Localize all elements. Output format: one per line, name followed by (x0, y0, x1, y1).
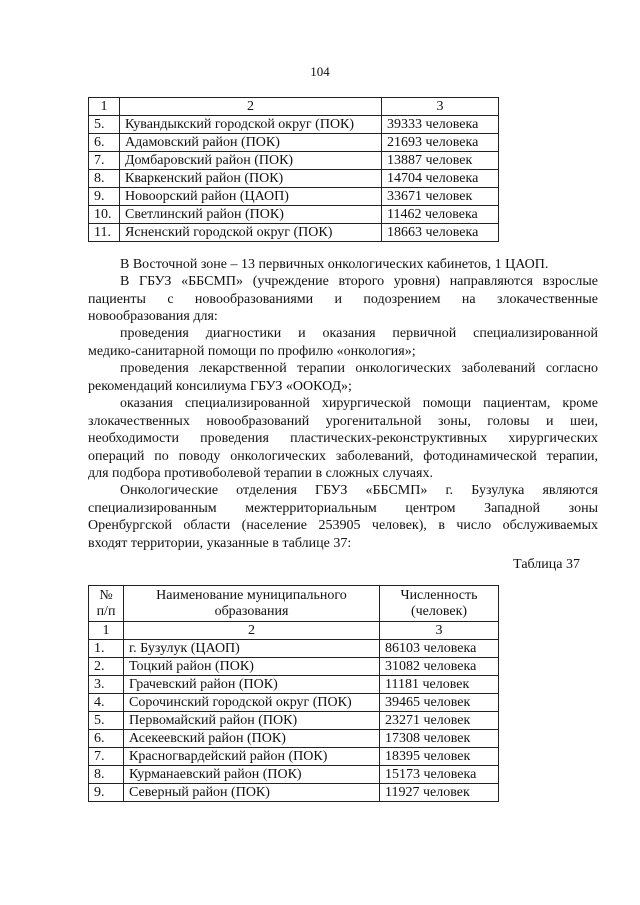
text-line: специализированным межтерриториальным центром Западной зоны (88, 500, 598, 516)
population: 23271 человек (380, 712, 499, 730)
paragraph-eastern-zone: В Восточной зоне – 13 первичных онкологических кабинетов, 1 ЦАОП. (120, 257, 549, 272)
header-cell-2: 2 (124, 622, 380, 640)
territory-name: Кваркенский район (ПОК) (120, 170, 382, 188)
population: 39333 человека (382, 116, 499, 134)
territory-name: Красногвардейский район (ПОК) (124, 748, 380, 766)
column-header-name: Наименование муниципального образования (124, 586, 380, 622)
text-line: злокачественных новообразований урогенитальной зоны, головы и шеи, (88, 413, 598, 429)
text-line: рекомендаций консилиума ГБУЗ «ООКОД»; (88, 378, 352, 394)
table-row (89, 730, 499, 748)
text-line: необходимости проведения пластических-реконструктивных хирургических (88, 431, 598, 446)
territory-name: г. Бузулук (ЦАОП) (124, 640, 380, 658)
table-column-headers (89, 586, 499, 622)
row-number: 5. (89, 712, 124, 730)
row-number: 10. (89, 206, 120, 224)
paragraph-surgical-care (88, 395, 598, 483)
table-row (89, 748, 499, 766)
page-number: 104 (310, 64, 330, 79)
territory-name: Кувандыкский городской округ (ПОК) (120, 116, 382, 134)
paragraph-bbsmp-referral (88, 273, 598, 326)
population: 14704 человека (382, 170, 499, 188)
territory-name: Адамовский район (ПОК) (120, 134, 382, 152)
western-zone-table (88, 585, 499, 802)
table-row (89, 766, 499, 784)
territory-name: Курманаевский район (ПОК) (124, 766, 380, 784)
table-row (89, 152, 499, 170)
table-number-row (89, 622, 499, 640)
table-row (89, 170, 499, 188)
row-number: 7. (89, 152, 120, 170)
row-number: 6. (89, 134, 120, 152)
table-row (89, 134, 499, 152)
text-line: входят территории, указанные в таблице 37: (88, 535, 352, 551)
territory-name: Грачевский район (ПОК) (124, 676, 380, 694)
row-number: 11. (89, 224, 120, 242)
population: 31082 человека (380, 658, 499, 676)
header-cell-3: 3 (382, 98, 499, 116)
territory-name: Новоорский район (ЦАОП) (120, 188, 382, 206)
row-number: 1. (89, 640, 124, 658)
population: 39465 человек (380, 694, 499, 712)
header-cell-2: 2 (120, 98, 382, 116)
population: 17308 человек (380, 730, 499, 748)
text-line: проведения диагностики и оказания первичной специализированной (120, 326, 598, 341)
territory-name: Домбаровский район (ПОК) (120, 152, 382, 170)
text-line: оказания специализированной хирургической помощи пациентам, кроме (120, 396, 598, 411)
population: 13887 человек (382, 152, 499, 170)
header-cell-1: 1 (89, 98, 120, 116)
paragraph-drug-therapy (88, 360, 598, 395)
table-caption: Таблица 37 (513, 557, 580, 572)
table-row (89, 188, 499, 206)
table-row (89, 640, 499, 658)
population: 15173 человека (380, 766, 499, 784)
row-number: 9. (89, 784, 124, 802)
population: 11462 человека (382, 206, 499, 224)
table-row (89, 658, 499, 676)
row-number: 2. (89, 658, 124, 676)
row-number: 4. (89, 694, 124, 712)
column-header-number: № п/п (89, 586, 124, 622)
table-row (89, 676, 499, 694)
text-line: В ГБУЗ «ББСМП» (учреждение второго уровня) направляются взрослые (120, 274, 598, 289)
header-cell-3: 3 (380, 622, 499, 640)
row-number: 7. (89, 748, 124, 766)
territory-name: Тоцкий район (ПОК) (124, 658, 380, 676)
population: 11181 человек (380, 676, 499, 694)
table-header-row (89, 98, 499, 116)
table-row (89, 224, 499, 242)
population: 21693 человека (382, 134, 499, 152)
paragraph-oncology-departments (88, 482, 598, 552)
text-line: пациенты с новообразованиями и подозрением на злокачественные (88, 291, 598, 307)
row-number: 8. (89, 170, 120, 188)
territory-table-continued (88, 97, 499, 242)
row-number: 6. (89, 730, 124, 748)
population: 18395 человек (380, 748, 499, 766)
row-number: 3. (89, 676, 124, 694)
territory-name: Северный район (ПОК) (124, 784, 380, 802)
population: 11927 человек (380, 784, 499, 802)
territory-name: Ясненский городской округ (ПОК) (120, 224, 382, 242)
text-line: для подбора противоболевой терапии в сложных случаях. (88, 466, 433, 481)
population: 33671 человек (382, 188, 499, 206)
territory-name: Сорочинский городской округ (ПОК) (124, 694, 380, 712)
row-number: 9. (89, 188, 120, 206)
row-number: 5. (89, 116, 120, 134)
population: 86103 человека (380, 640, 499, 658)
table-row (89, 116, 499, 134)
table-row (89, 712, 499, 730)
table-row (89, 784, 499, 802)
table-row (89, 206, 499, 224)
paragraph-diagnostics (88, 325, 598, 360)
table-row (89, 694, 499, 712)
text-line: медико-санитарной помощи по профилю «онкология»; (88, 343, 416, 359)
territory-name: Светлинский район (ПОК) (120, 206, 382, 224)
territory-name: Асекеевский район (ПОК) (124, 730, 380, 748)
text-line: Онкологические отделения ГБУЗ «ББСМП» г. Бузулука являются (120, 483, 598, 498)
header-cell-1: 1 (89, 622, 124, 640)
population: 18663 человека (382, 224, 499, 242)
text-line: проведения лекарственной терапии онкологических заболеваний согласно (120, 361, 598, 376)
text-line: Оренбургской области (население 253905 человек), в число обслуживаемых (88, 518, 598, 533)
text-line: новообразования для: (88, 309, 218, 324)
territory-name: Первомайский район (ПОК) (124, 712, 380, 730)
row-number: 8. (89, 766, 124, 784)
column-header-population: Численность (человек) (380, 586, 499, 622)
text-line: операций по поводу онкологических заболеваний, фотодинамической терапии, (88, 448, 598, 464)
